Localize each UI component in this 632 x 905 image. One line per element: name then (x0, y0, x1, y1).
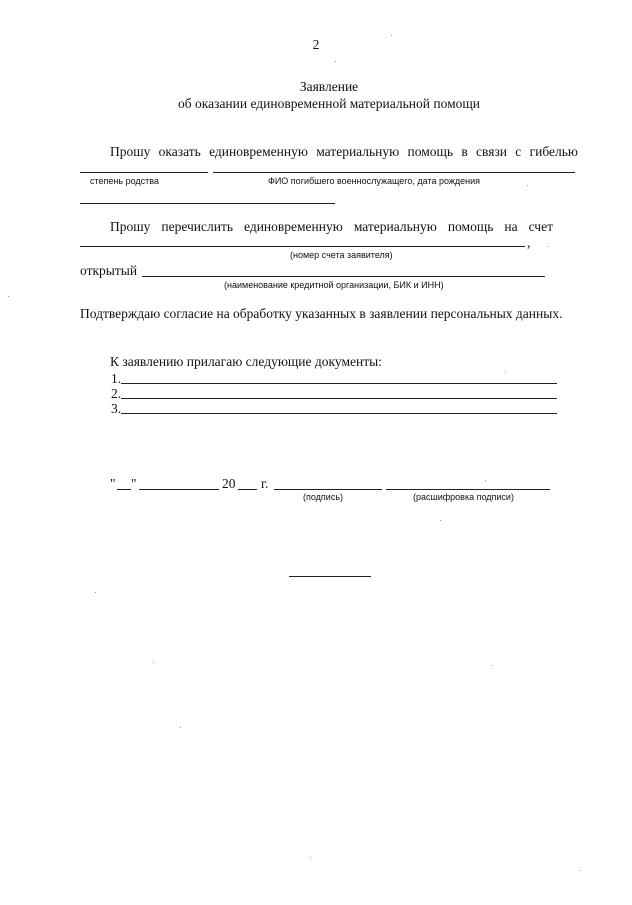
scan-speck (335, 61, 336, 62)
day-line (117, 489, 131, 490)
scan-speck (527, 185, 528, 186)
account-caption: (номер счета заявителя) (290, 250, 393, 260)
attachments-heading: К заявлению прилагаю следующие документы: (110, 354, 382, 369)
scan-speck (440, 520, 441, 521)
account-comma: , (527, 235, 531, 250)
attachment-line (121, 383, 557, 384)
scan-speck (485, 480, 486, 481)
scan-speck (580, 870, 581, 871)
consent-text: Подтверждаю согласие на обработку указанных в заявлении персональных данных. (80, 306, 563, 321)
attachment-line (121, 398, 557, 399)
opened-label: открытый (80, 263, 138, 278)
deceased-info-line (213, 172, 575, 173)
scan-speck (391, 35, 392, 36)
continuation-line (80, 203, 335, 204)
month-line (139, 489, 219, 490)
date-quote-open: " (110, 476, 116, 491)
scan-speck (548, 246, 549, 247)
date-quote-close: " (131, 476, 137, 491)
year-prefix: 20 (222, 476, 236, 491)
year-suffix: г. (261, 476, 269, 491)
scan-speck (180, 727, 181, 728)
attachment-number: 1. (111, 371, 122, 386)
bank-info-line (142, 276, 545, 277)
deceased-caption: ФИО погибшего военнослужащего, дата рождения (268, 176, 481, 186)
account-number-line (80, 246, 525, 247)
document-subtitle: об оказании единовременной материальной помощи (178, 96, 480, 111)
page-number: 2 (312, 37, 320, 52)
signature-caption: (подпись) (303, 492, 344, 502)
scan-speck (505, 371, 506, 372)
scan-speck (8, 296, 9, 297)
transfer-request-text: Прошу перечислить единовременную материальную помощь на счет (110, 219, 553, 234)
attachment-number: 3. (111, 401, 122, 416)
relation-line (80, 172, 208, 173)
year-line (238, 489, 257, 490)
closing-separator (289, 576, 371, 577)
document-title: Заявление (299, 79, 359, 94)
scan-speck (491, 665, 492, 666)
bank-caption: (наименование кредитной организации, БИК и ИНН) (224, 280, 444, 290)
signature-decoding-caption: (расшифровка подписи) (413, 492, 514, 502)
relation-caption: степень родства (90, 176, 159, 186)
signature-line (274, 489, 382, 490)
scan-speck (95, 592, 96, 593)
scan-speck (153, 662, 154, 663)
signature-decoding-line (386, 489, 550, 490)
attachment-line (121, 413, 557, 414)
attachment-number: 2. (111, 386, 122, 401)
request-assistance-text: Прошу оказать единовременную материальную помощь в связи с гибелью (110, 144, 578, 159)
scan-speck (310, 857, 311, 858)
